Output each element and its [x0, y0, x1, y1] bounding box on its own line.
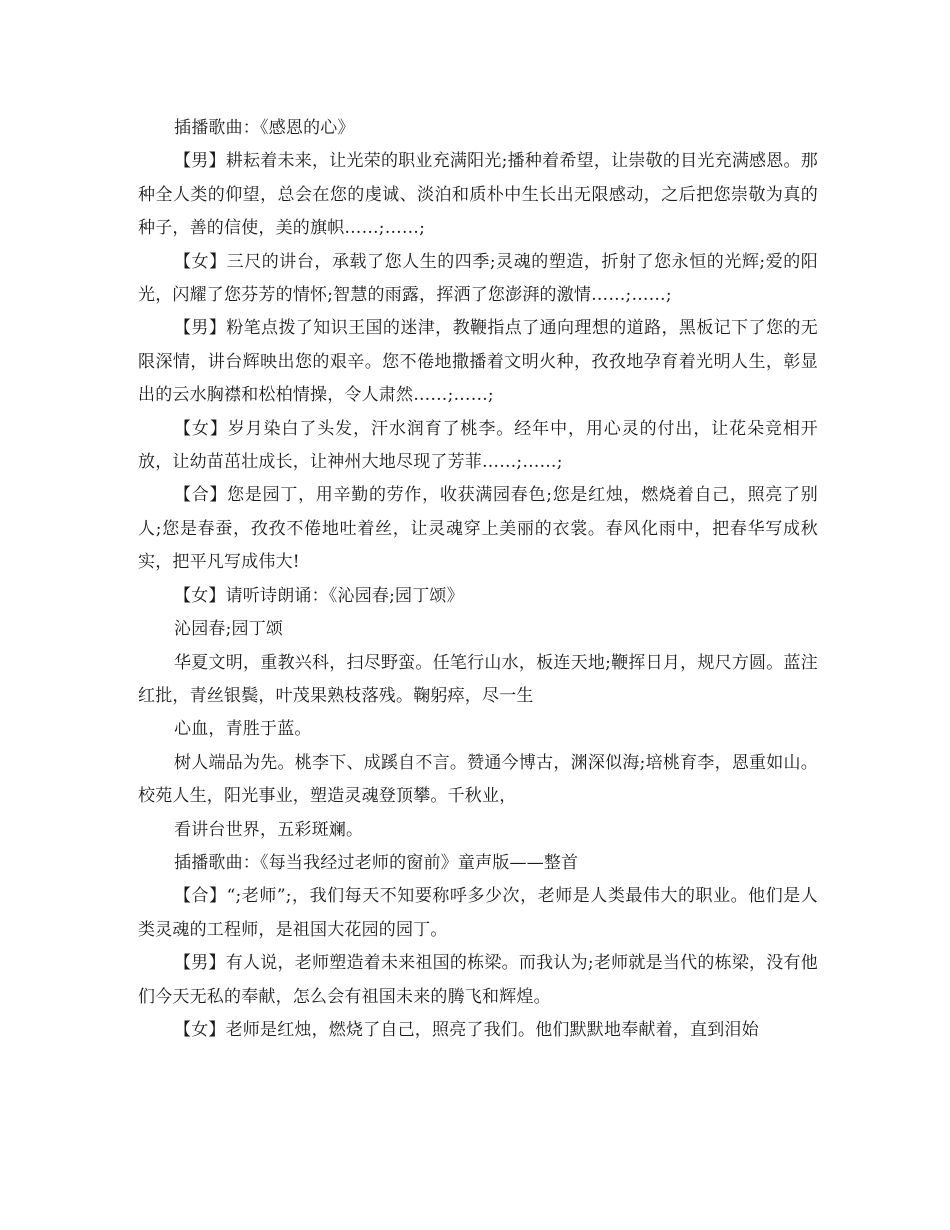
poem-title: 沁园春;园丁颂 — [174, 619, 284, 640]
female-paragraph-3: 【女】老师是红烛，燃烧了自己，照亮了我们。他们默默地奉献着，直到泪始 — [174, 1019, 759, 1040]
female-paragraph-2: 【女】岁月染白了头发，汗水润育了桃李。经年中，用心灵的付出，让花朵竞相开放，让幼苗茁壮成长，让神州大地尽现了芳菲……;……; — [138, 418, 818, 473]
poem-stanza-2-end: 看讲台世界，五彩斑斓。 — [174, 819, 364, 840]
poem-stanza-1-end: 心血，青胜于蓝。 — [174, 719, 312, 740]
male-paragraph-2: 【男】粉笔点拨了知识王国的迷津，教鞭指点了通向理想的道路，黑板记下了您的无限深情，讲台辉映出您的艰辛。您不倦地撒播着文明火种，孜孜地孕育着光明人生，彰显出的云水胸襟和松柏情操，令人肃然……;……; — [138, 318, 818, 406]
chorus-paragraph-2: 【合】“;老师”;，我们每天不知要称呼多少次，老师是人类最伟大的职业。他们是人类灵魂的工程师，是祖国大花园的园丁。 — [138, 886, 818, 940]
female-paragraph-1: 【女】三尺的讲台，承载了您人生的四季;灵魂的塑造，折射了您永恒的光辉;爱的阳光，闪耀了您芬芳的情怀;智慧的雨露，挥洒了您澎湃的激情……;……; — [138, 251, 818, 306]
song-insert-2: 插播歌曲：《每当我经过老师的窗前》童声版——整首 — [174, 852, 579, 873]
male-paragraph-1: 【男】耕耘着未来，让光荣的职业充满阳光;播种着希望，让崇敬的目光充满感恩。那种全人类的仰望，总会在您的虔诚、淡泊和质朴中生长出无限感动，之后把您崇敬为真的种子，善的信使，美的旗帜……;……; — [138, 151, 818, 239]
poem-stanza-2: 树人端品为先。桃李下、成蹊自不言。赞通今博古，渊深似海;培桃育李，恩重如山。校苑人生，阳光事业，塑造灵魂登顶攀。千秋业， — [138, 752, 818, 807]
song-insert-1: 插播歌曲：《感恩的心》 — [174, 118, 355, 138]
female-poem-intro: 【女】请听诗朗诵：《沁园春;园丁颂》 — [174, 585, 464, 606]
poem-stanza-1: 华夏文明，重教兴科，扫尽野蛮。任笔行山水，板连天地;鞭挥日月，规尺方圆。蓝注红批，青丝银鬓，叶茂果熟枝落残。鞠躬瘁，尽一生 — [138, 652, 818, 706]
male-paragraph-3: 【男】有人说，老师塑造着未来祖国的栋梁。而我认为;老师就是当代的栋梁，没有他们今天无私的奉献，怎么会有祖国未来的腾飞和辉煌。 — [138, 953, 818, 1007]
chorus-paragraph-1: 【合】您是园丁，用辛勤的劳作，收获满园春色;您是红烛，燃烧着自己，照亮了别人;您是春蚕，孜孜不倦地吐着丝，让灵魂穿上美丽的衣裳。春风化雨中，把春华写成秋实，把平凡写成伟大! — [138, 485, 818, 573]
document-body — [138, 112, 818, 1047]
